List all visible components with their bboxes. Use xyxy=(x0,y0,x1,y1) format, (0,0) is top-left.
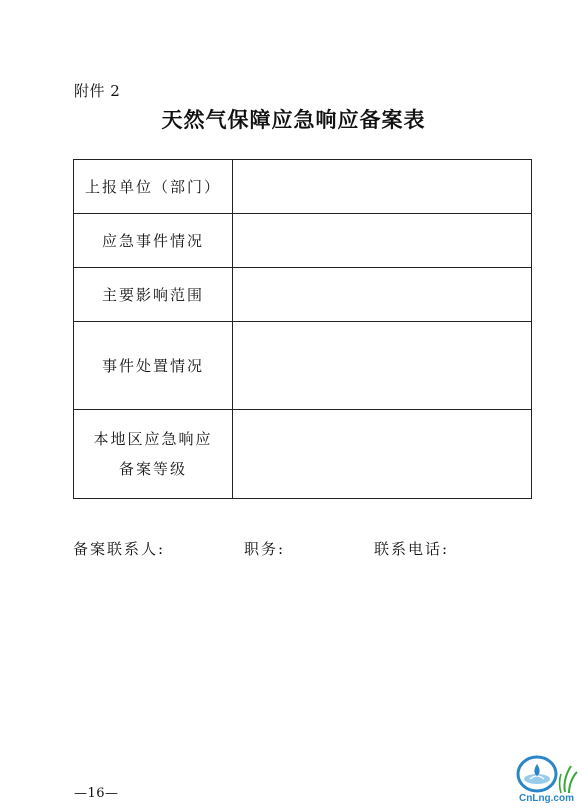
document-title: 天然气保障应急响应备案表 xyxy=(161,107,426,132)
response-level-label xyxy=(74,410,233,499)
contact-person-label: 备案联系人: xyxy=(73,540,166,558)
contact-footer xyxy=(73,538,531,558)
event-handling-field[interactable] xyxy=(233,322,532,410)
reporting-unit-field[interactable] xyxy=(233,160,532,214)
response-level-label-line-2: 备案等级 xyxy=(118,460,187,478)
response-level-field[interactable] xyxy=(233,410,532,499)
impact-scope-label: 主要影响范围 xyxy=(74,268,233,322)
event-handling-label: 事件处置情况 xyxy=(74,322,233,410)
attachment-label: 附件 2 xyxy=(74,82,121,100)
table-row-reporting-unit xyxy=(74,160,532,214)
response-level-label-line-1: 本地区应急响应 xyxy=(93,430,213,448)
cnlng-logo-icon xyxy=(513,752,583,804)
emergency-event-label: 应急事件情况 xyxy=(74,214,233,268)
page-number: —16— xyxy=(74,786,119,801)
phone-label: 联系电话: xyxy=(374,540,450,558)
emergency-event-field[interactable] xyxy=(233,214,532,268)
position-label: 职务: xyxy=(244,540,286,558)
table-row-impact-scope xyxy=(74,268,532,322)
logo-wordmark: CnLng.com xyxy=(519,793,574,804)
reporting-unit-label: 上报单位（部门） xyxy=(74,160,233,214)
table-row-response-level xyxy=(74,410,532,499)
filing-form-table xyxy=(73,159,532,499)
table-row-emergency-event xyxy=(74,214,532,268)
table-row-event-handling xyxy=(74,322,532,410)
impact-scope-field[interactable] xyxy=(233,268,532,322)
